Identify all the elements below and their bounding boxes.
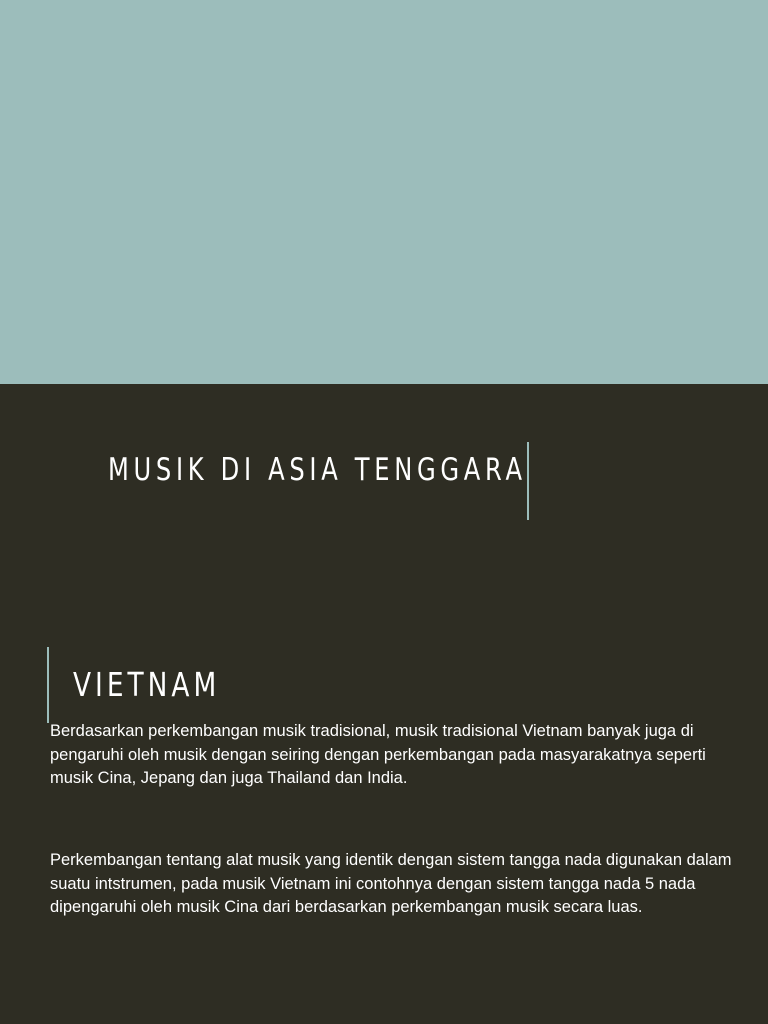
section-divider-line bbox=[47, 647, 49, 723]
section-title: VIETNAM bbox=[73, 665, 221, 704]
slide-title: MUSIK DI ASIA TENGGARA bbox=[108, 452, 527, 488]
body-paragraph-1: Berdasarkan perkembangan musik tradisional, musik tradisional Vietnam banyak juga di pengaruhi oleh musik dengan seiring dengan perkembangan pada masyarakatnya seperti musik Cina, Jepang dan juga Thailand dan India. bbox=[50, 722, 706, 787]
title-divider-line bbox=[527, 442, 529, 520]
top-color-band bbox=[0, 0, 768, 384]
body-paragraph-2: Perkembangan tentang alat musik yang identik dengan sistem tangga nada digunakan dalam suatu intstrumen, pada musik Vietnam ini contohnya dengan sistem tangga nada 5 nada dipengaruhi oleh musik Cina dari berdasarkan perkembangan musik secara luas. bbox=[50, 851, 732, 916]
